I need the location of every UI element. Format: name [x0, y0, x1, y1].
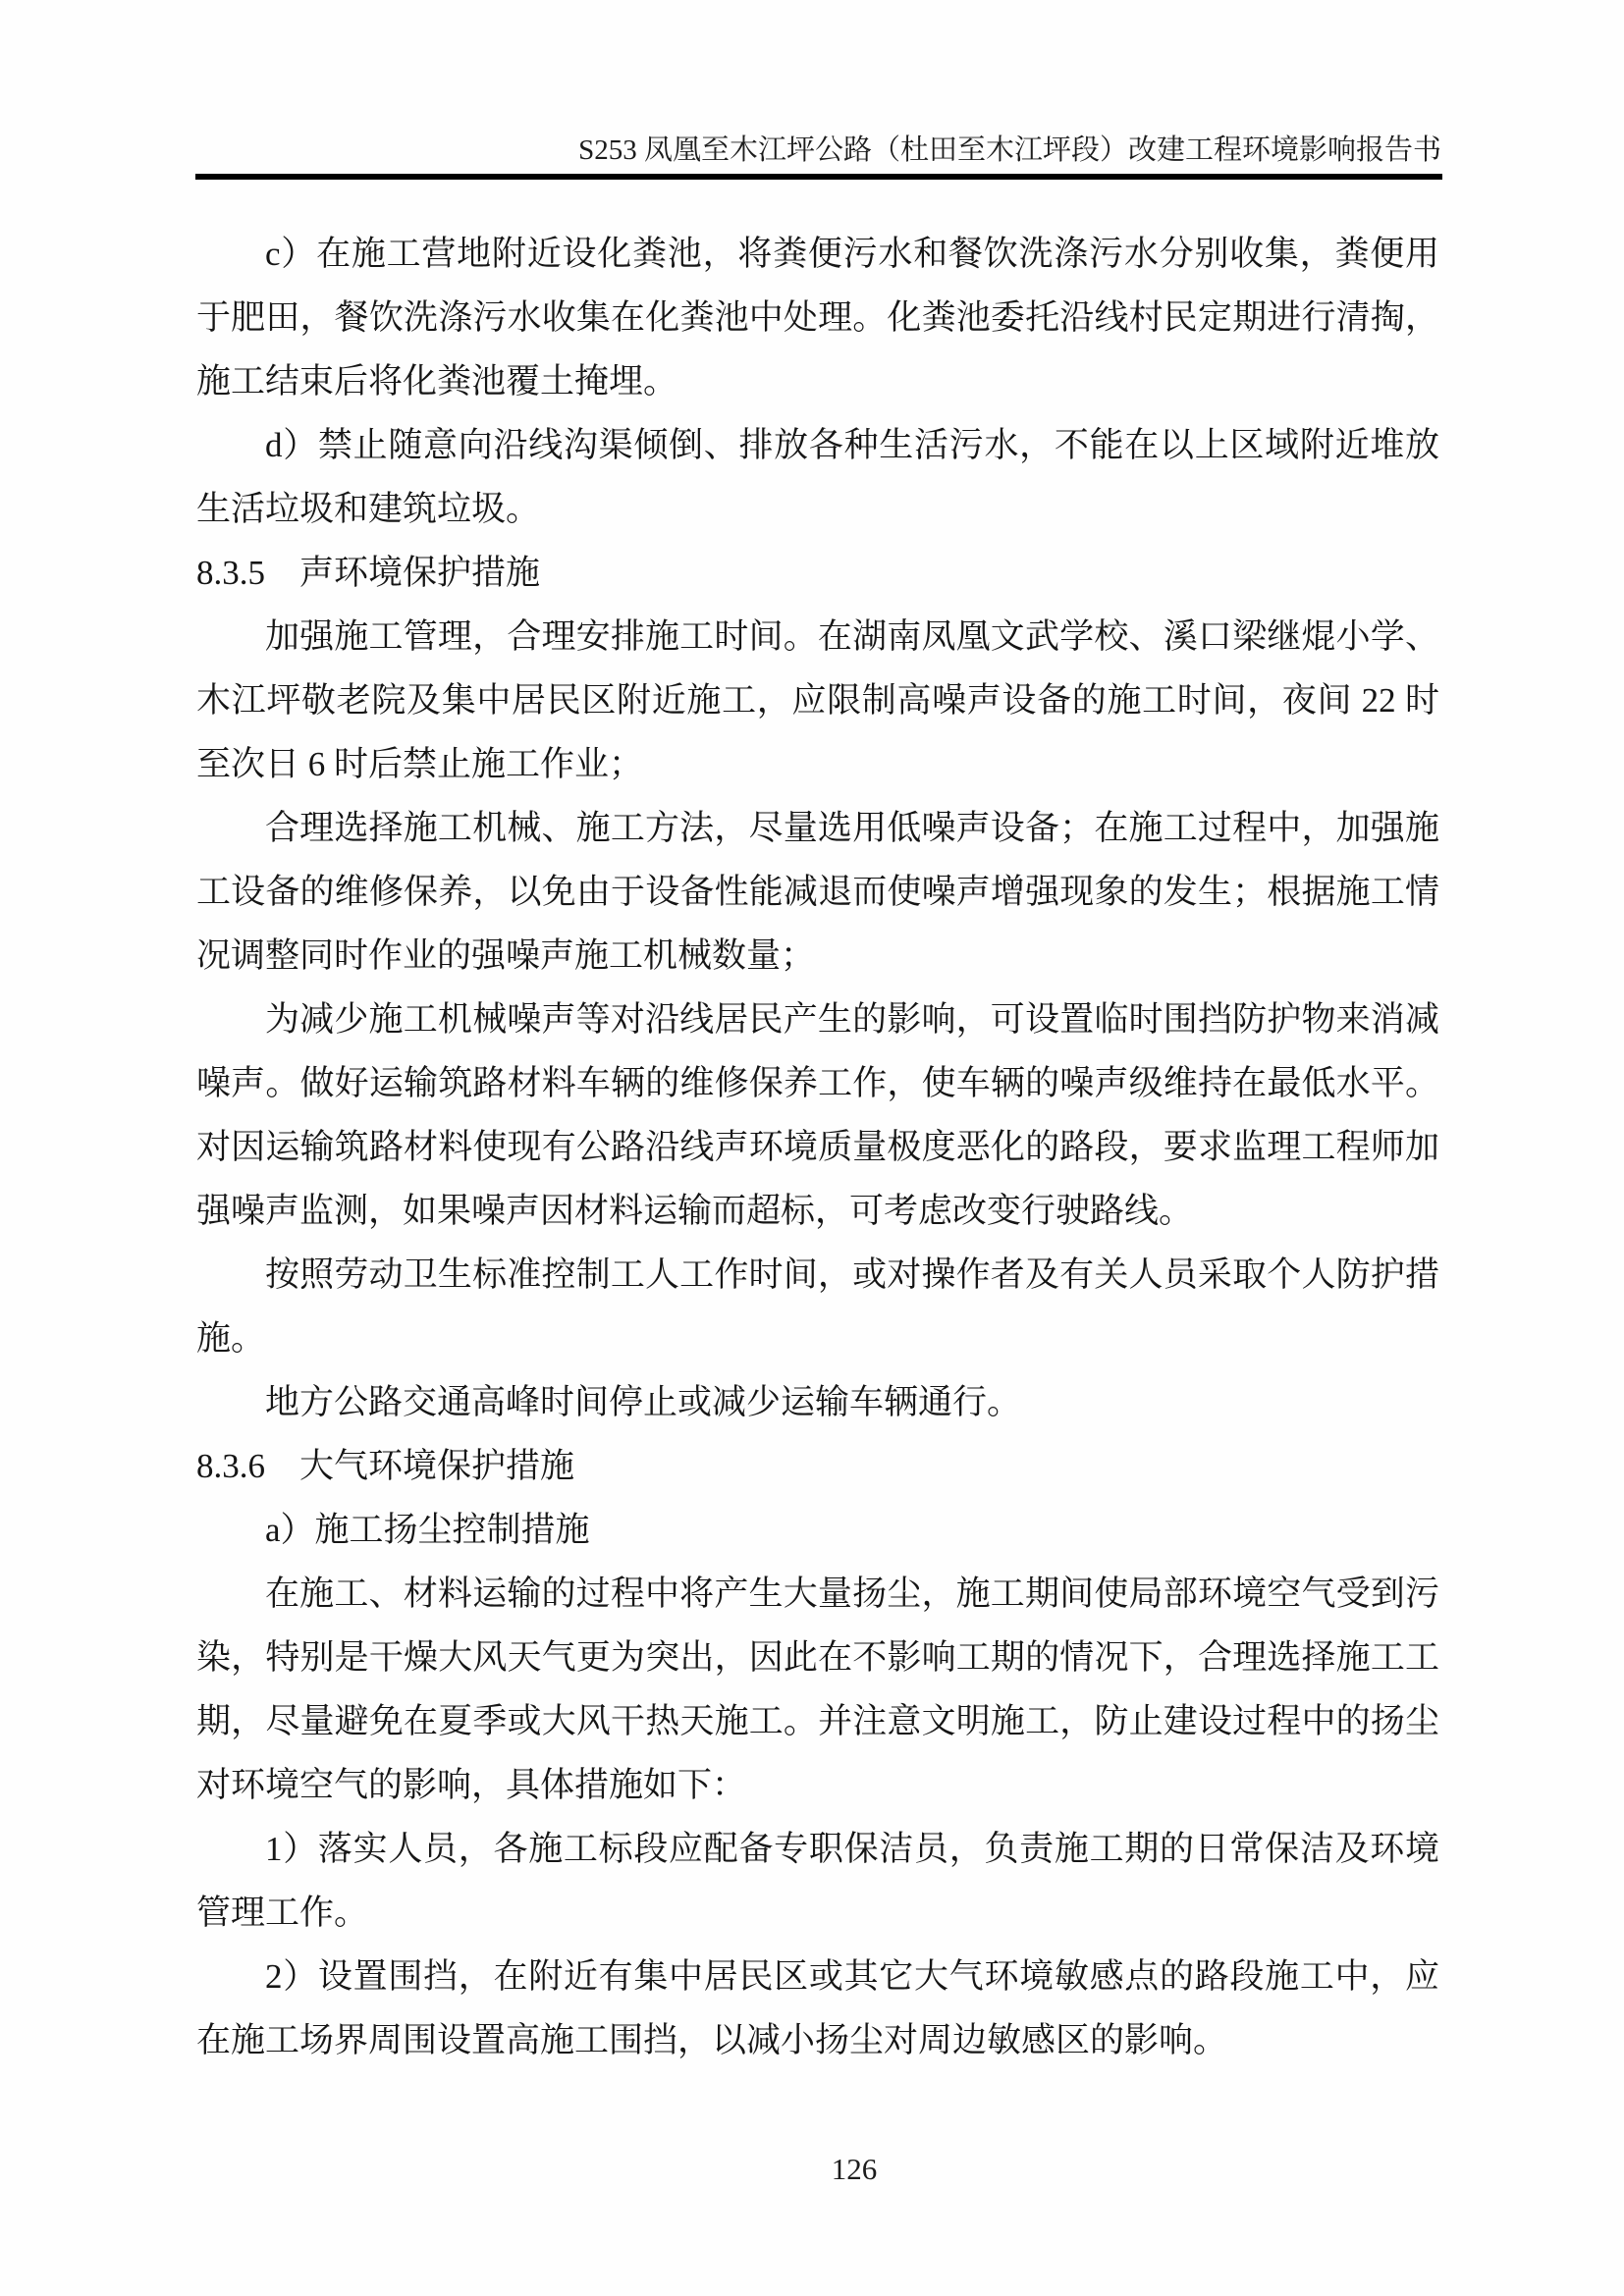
paragraph-cleaning-staff: 1）落实人员，各施工标段应配备专职保洁员，负责施工期的日常保洁及环境管理工作。: [196, 1830, 1439, 1932]
paragraph-sewage-septic-tank: c）在施工营地附近设化粪池，将粪便污水和餐饮洗涤污水分别收集，粪便用于肥田，餐饮洗涤污水收集在化粪池中处理。化粪池委托沿线村民定期进行清掏，施工结束后将化粪池覆土掩埋。: [196, 235, 1439, 400]
paragraph-worker-protection: 按照劳动卫生标准控制工人工作时间，或对操作者及有关人员采取个人防护措施。: [196, 1255, 1439, 1358]
paragraph-no-dumping: d）禁止随意向沿线沟渠倾倒、排放各种生活污水，不能在以上区域附近堆放生活垃圾和建筑垃圾。: [196, 426, 1439, 528]
running-header-title: S253 凤凰至木江坪公路（杜田至木江坪段）改建工程环境影响报告书: [578, 134, 1441, 166]
paragraph-machinery-selection: 合理选择施工机械、施工方法，尽量选用低噪声设备；在施工过程中，加强施工设备的维修保养，以免由于设备性能减退而使噪声增强现象的发生；根据施工情况调整同时作业的强噪声施工机械数量；: [196, 809, 1439, 975]
header-rule: [195, 174, 1442, 180]
section-heading-8-3-5: 8.3.5 声环境保护措施: [196, 554, 541, 592]
paragraph-construction-schedule: 加强施工管理，合理安排施工时间。在湖南凤凰文武学校、溪口梁继焜小学、木江坪敬老院及集中居民区附近施工，应限制高噪声设备的施工时间，夜间 22 时至次日 6 时后禁止施工作业；: [196, 617, 1439, 783]
document-body: [196, 222, 1439, 2072]
page-number: 126: [831, 2152, 878, 2186]
paragraph-dust-impact: 在施工、材料运输的过程中将产生大量扬尘，施工期间使局部环境空气受到污染，特别是干燥大风天气更为突出，因此在不影响工期的情况下，合理选择施工工期，尽量避免在夏季或大风干热天施工。并注意文明施工，防止建设过程中的扬尘对环境空气的影响，具体措施如下：: [196, 1575, 1439, 1804]
paragraph-dust-control-heading: a）施工扬尘控制措施: [265, 1511, 590, 1549]
paragraph-site-enclosure: 2）设置围挡，在附近有集中居民区或其它大气环境敏感点的路段施工中，应在施工场界周围设置高施工围挡，以减小扬尘对周边敏感区的影响。: [196, 1957, 1439, 2059]
paragraph-noise-barriers: 为减少施工机械噪声等对沿线居民产生的影响，可设置临时围挡防护物来消减噪声。做好运输筑路材料车辆的维修保养工作，使车辆的噪声级维持在最低水平。对因运输筑路材料使现有公路沿线声环境质量极度恶化的路段，要求监理工程师加强噪声监测，如果噪声因材料运输而超标，可考虑改变行驶路线。: [196, 1000, 1439, 1230]
section-heading-8-3-6: 8.3.6 大气环境保护措施: [196, 1447, 575, 1485]
paragraph-traffic-peak-control: 地方公路交通高峰时间停止或减少运输车辆通行。: [265, 1383, 1022, 1421]
